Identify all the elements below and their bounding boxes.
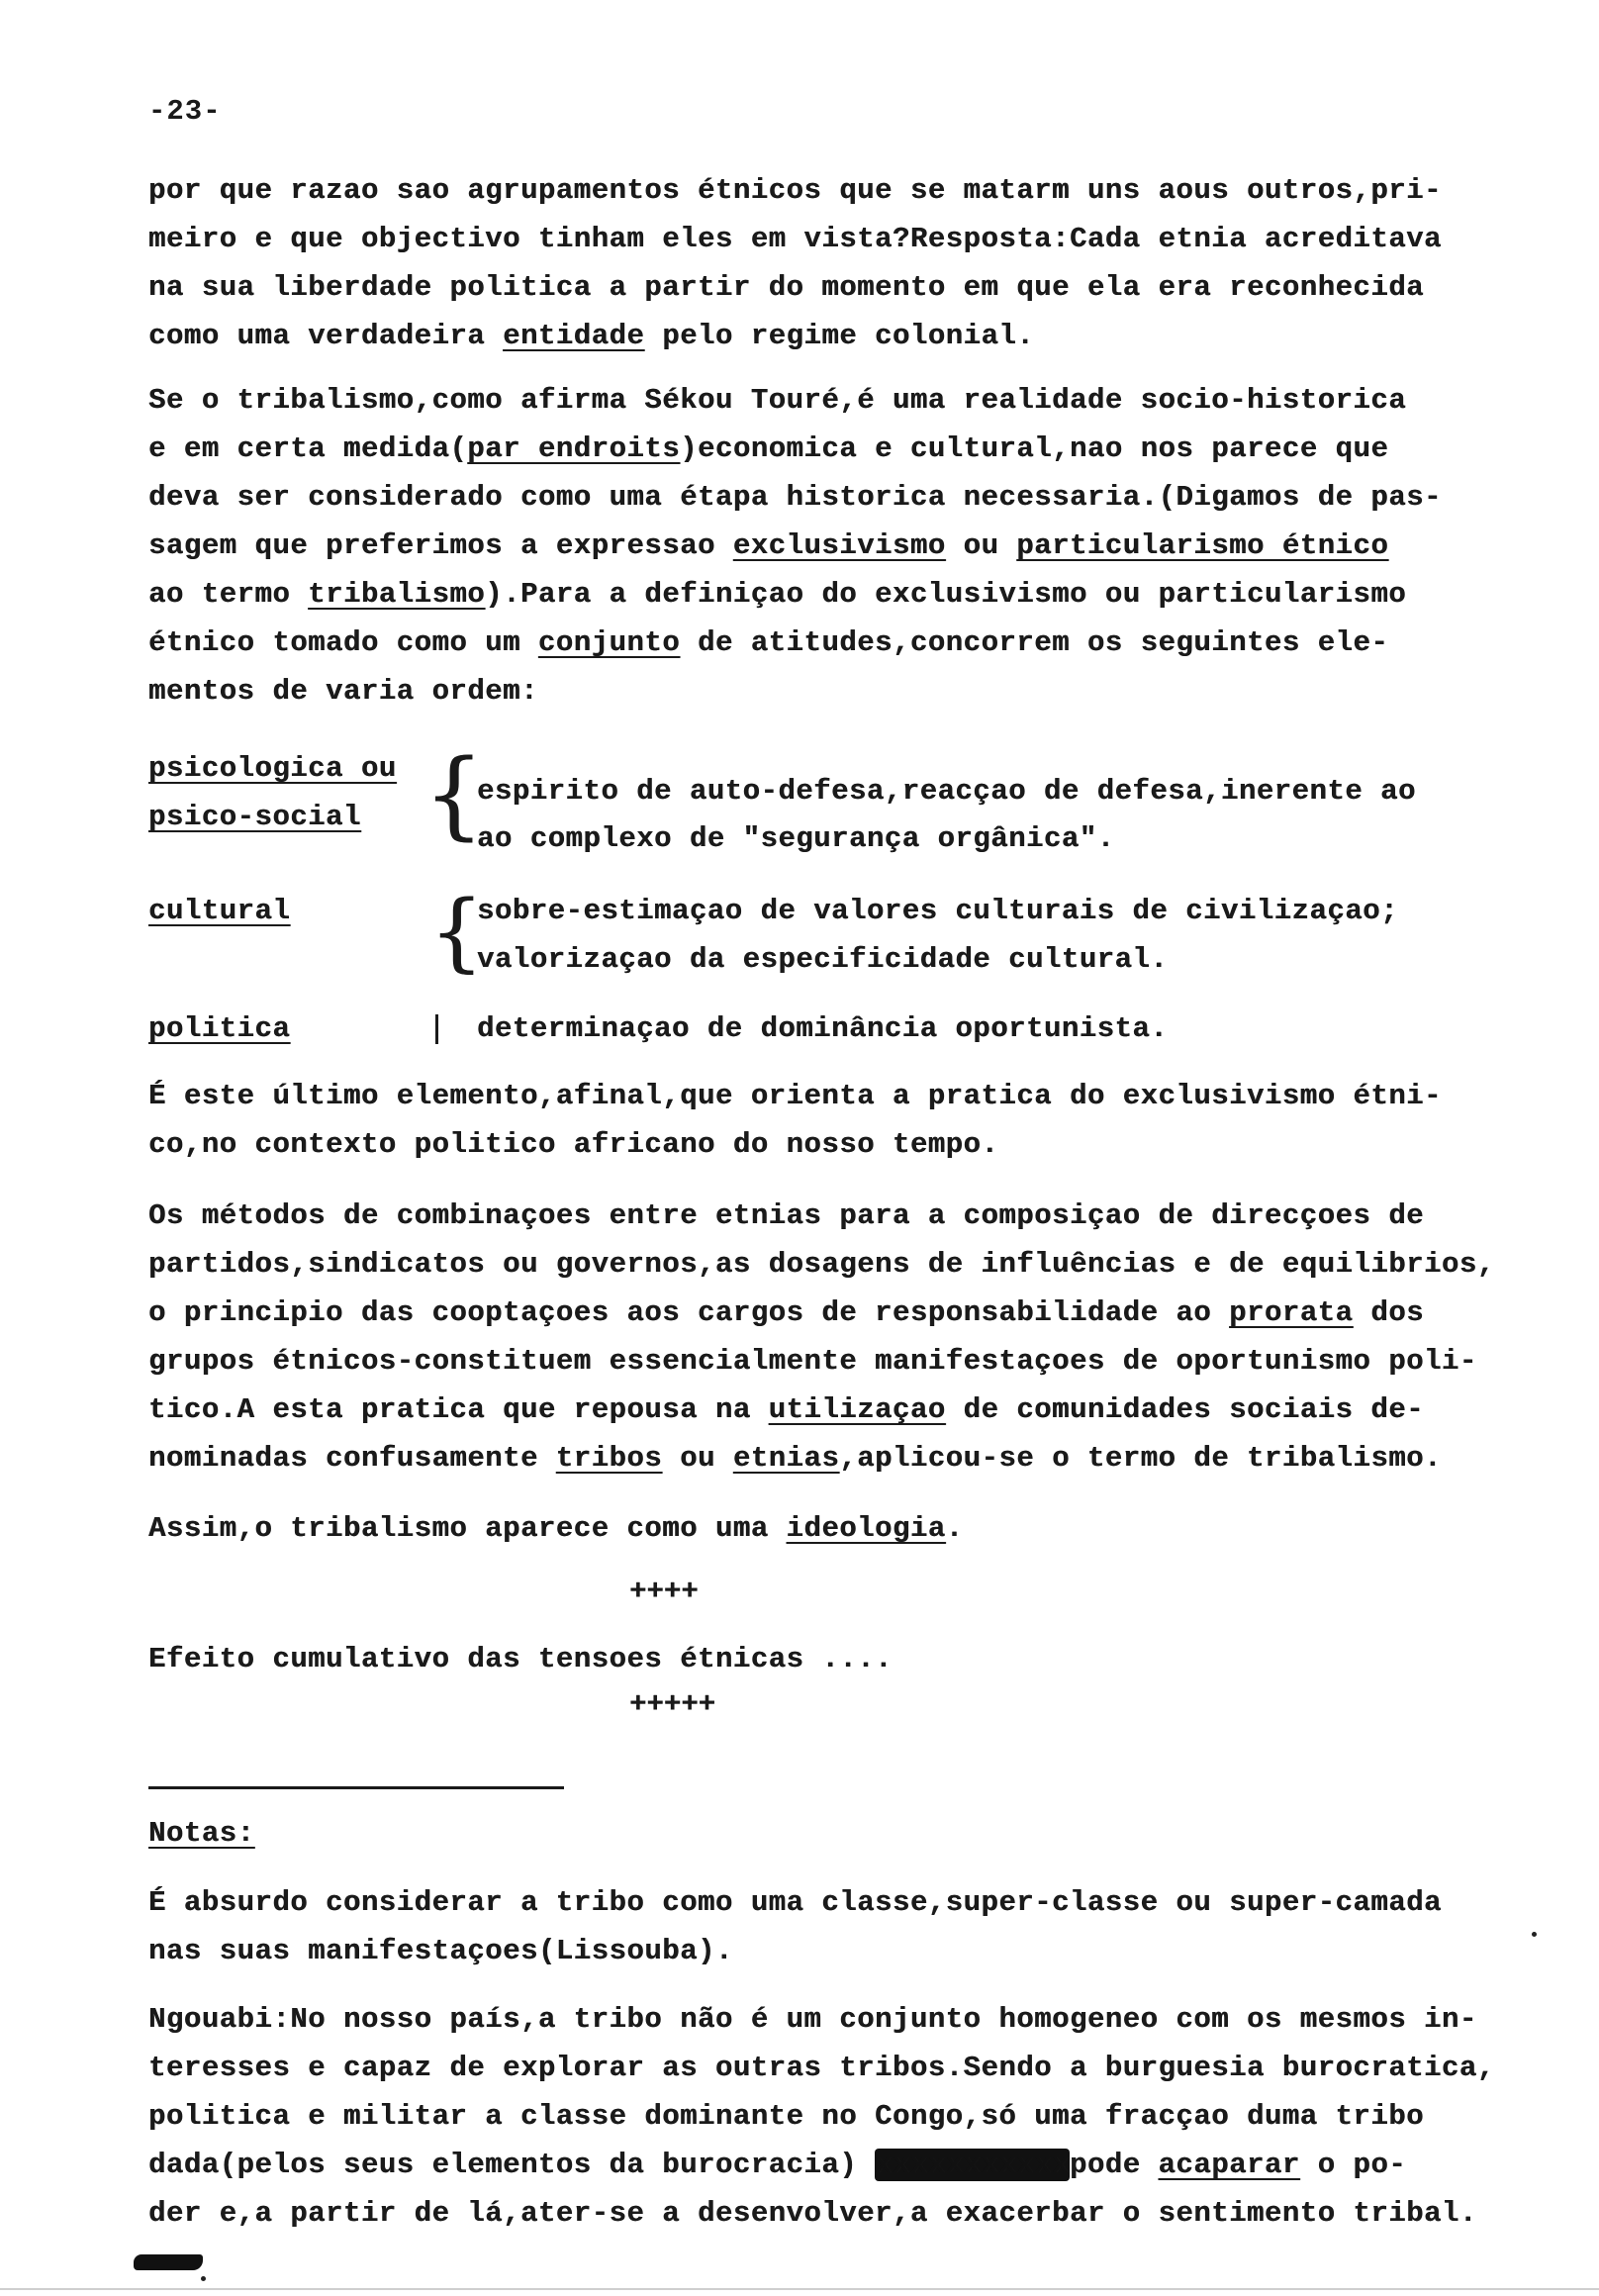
text-segment: ao termo: [148, 578, 309, 611]
paragraph-4: [148, 1192, 1514, 1483]
text-segment: ou: [662, 1442, 733, 1475]
text-segment: .: [945, 1512, 964, 1545]
notes-heading: [148, 1809, 1514, 1858]
text-segment: pelo regime colonial.: [644, 320, 1035, 352]
text-line: [148, 619, 1514, 667]
text-line: deva ser considerado como uma étapa historica necessaria.(Digamos de pas-: [148, 481, 1442, 514]
element-row-psychological: [148, 739, 1514, 855]
text-line: co,no contexto politico africano do nosso tempo.: [148, 1128, 999, 1161]
element-description: valorizaçao da especificidade cultural.: [477, 943, 1169, 976]
element-row-political: [148, 1004, 1514, 1053]
underlined-term: ideologia: [786, 1512, 946, 1545]
text-segment: o po-: [1299, 2149, 1407, 2181]
text-line: [148, 425, 1514, 473]
page-edge: [0, 2288, 1599, 2290]
text-line: [148, 522, 1514, 570]
text-line: [148, 570, 1514, 619]
text-line: Se o tribalismo,como afirma Sékou Touré,é uma realidade socio-historica: [148, 384, 1407, 417]
underlined-term: etnias: [732, 1442, 840, 1475]
underlined-term: conjunto: [537, 626, 681, 659]
text-segment: )economica e cultural,nao nos parece que: [680, 432, 1389, 465]
curly-brace-icon: {: [429, 883, 485, 982]
text-line: É absurdo considerar a tribo como uma classe,super-classe ou super-camada: [148, 1886, 1442, 1919]
text-line: Efeito cumulativo das tensoes étnicas ....: [148, 1643, 893, 1675]
text-segment: o principio das cooptaçoes aos cargos de responsabilidade ao: [148, 1296, 1230, 1329]
text-segment: étnico tomado como um: [148, 626, 538, 659]
text-line: [148, 2141, 1514, 2189]
text-line: É este último elemento,afinal,que orienta a pratica do exclusivismo étni-: [148, 1080, 1442, 1112]
text-segment: Assim,o tribalismo aparece como uma: [148, 1512, 787, 1545]
text-line: nas suas manifestaçoes(Lissouba).: [148, 1935, 733, 1967]
underlined-term: utilizaçao: [768, 1393, 946, 1426]
text-segment: ).Para a definiçao do exclusivismo ou particularismo: [485, 578, 1407, 611]
paragraph-3: [148, 1072, 1514, 1169]
text-segment: tico.A esta pratica que repousa na: [148, 1393, 769, 1426]
underlined-term: tribos: [555, 1442, 663, 1475]
text-line: grupos étnicos-constituem essencialmente manifestaçoes de oportunismo poli-: [148, 1345, 1477, 1378]
text-segment: como uma verdadeira: [148, 320, 504, 352]
text-segment: ,aplicou-se o termo de tribalismo.: [839, 1442, 1442, 1475]
element-label: cultural: [148, 895, 291, 927]
element-description: determinaçao de dominância oportunista.: [477, 1012, 1169, 1045]
text-line: na sua liberdade politica a partir do momento em que ela era reconhecida: [148, 271, 1425, 304]
note-1: [148, 1878, 1514, 1975]
footnote-rule: [148, 1786, 564, 1789]
paragraph-2: [148, 376, 1514, 716]
text-line: politica e militar a classe dominante no Congo,só uma fracçao duma tribo: [148, 2100, 1425, 2133]
notes-title: Notas:: [148, 1817, 255, 1850]
text-line: mentos de varia ordem:: [148, 675, 538, 708]
text-segment: pode: [1069, 2149, 1159, 2181]
underlined-term: exclusivismo: [732, 529, 946, 562]
text-line: [148, 312, 1514, 360]
vertical-bar: [435, 1014, 438, 1044]
text-line: partidos,sindicatos ou governos,as dosagens de influências e de equilibrios,: [148, 1248, 1495, 1281]
underlined-term: par endroits: [467, 432, 681, 465]
text-segment: dos: [1353, 1296, 1425, 1329]
text-line: [148, 1386, 1514, 1434]
cumulative-effect-heading: [148, 1635, 1514, 1683]
element-label: politica: [148, 1012, 291, 1045]
element-description: espirito de auto-defesa,reacçao de defesa,inerente ao: [477, 775, 1416, 808]
text-line: [148, 1289, 1514, 1337]
text-line: [148, 1434, 1514, 1483]
text-segment: de comunidades sociais de-: [945, 1393, 1425, 1426]
struck-out-text: xxxxxxxxxxx: [875, 2149, 1070, 2181]
underlined-term: particularismo étnico: [1016, 529, 1389, 562]
element-label: psicologica ou: [148, 752, 397, 785]
ink-dot: [201, 2276, 206, 2281]
separator-plus-signs: +++++: [629, 1688, 716, 1721]
note-2: [148, 1995, 1514, 2238]
text-segment: nominadas confusamente: [148, 1442, 556, 1475]
element-row-cultural: [148, 883, 1514, 986]
text-segment: de atitudes,concorrem os seguintes ele-: [680, 626, 1389, 659]
underlined-term: acaparar: [1158, 2149, 1300, 2181]
underlined-term: prorata: [1229, 1296, 1354, 1329]
curly-brace-icon: {: [423, 739, 485, 850]
text-line: Ngouabi:No nosso país,a tribo não é um conjunto homogeneo com os mesmos in-: [148, 2003, 1477, 2036]
text-line: [148, 1504, 1514, 1553]
text-line: meiro e que objectivo tinham eles em vista?Resposta:Cada etnia acreditava: [148, 223, 1442, 255]
underlined-term: tribalismo: [308, 578, 486, 611]
element-description: ao complexo de "segurança orgânica".: [477, 822, 1115, 855]
ink-dot: [1532, 1932, 1537, 1937]
ink-scribble: [134, 2254, 203, 2270]
paragraph-1: [148, 166, 1514, 360]
text-line: Os métodos de combinaçoes entre etnias para a composiçao de direcçoes de: [148, 1199, 1425, 1232]
text-segment: sagem que preferimos a expressao: [148, 529, 733, 562]
separator-plus-signs: ++++: [629, 1576, 699, 1608]
text-segment: dada(pelos seus elementos da burocracia): [148, 2149, 876, 2181]
paragraph-5: [148, 1504, 1514, 1553]
text-line: der e,a partir de lá,ater-se a desenvolver,a exacerbar o sentimento tribal.: [148, 2197, 1477, 2230]
text-segment: e em certa medida(: [148, 432, 468, 465]
text-line: teresses e capaz de explorar as outras tribos.Sendo a burguesia burocratica,: [148, 2052, 1495, 2084]
text-segment: ou: [945, 529, 1017, 562]
element-label: psico-social: [148, 801, 361, 833]
page-number: -23-: [148, 95, 222, 128]
underlined-term: entidade: [503, 320, 645, 352]
element-description: sobre-estimaçao de valores culturais de civilizaçao;: [477, 895, 1398, 927]
text-line: por que razao sao agrupamentos étnicos que se matarm uns aous outros,pri-: [148, 174, 1442, 207]
